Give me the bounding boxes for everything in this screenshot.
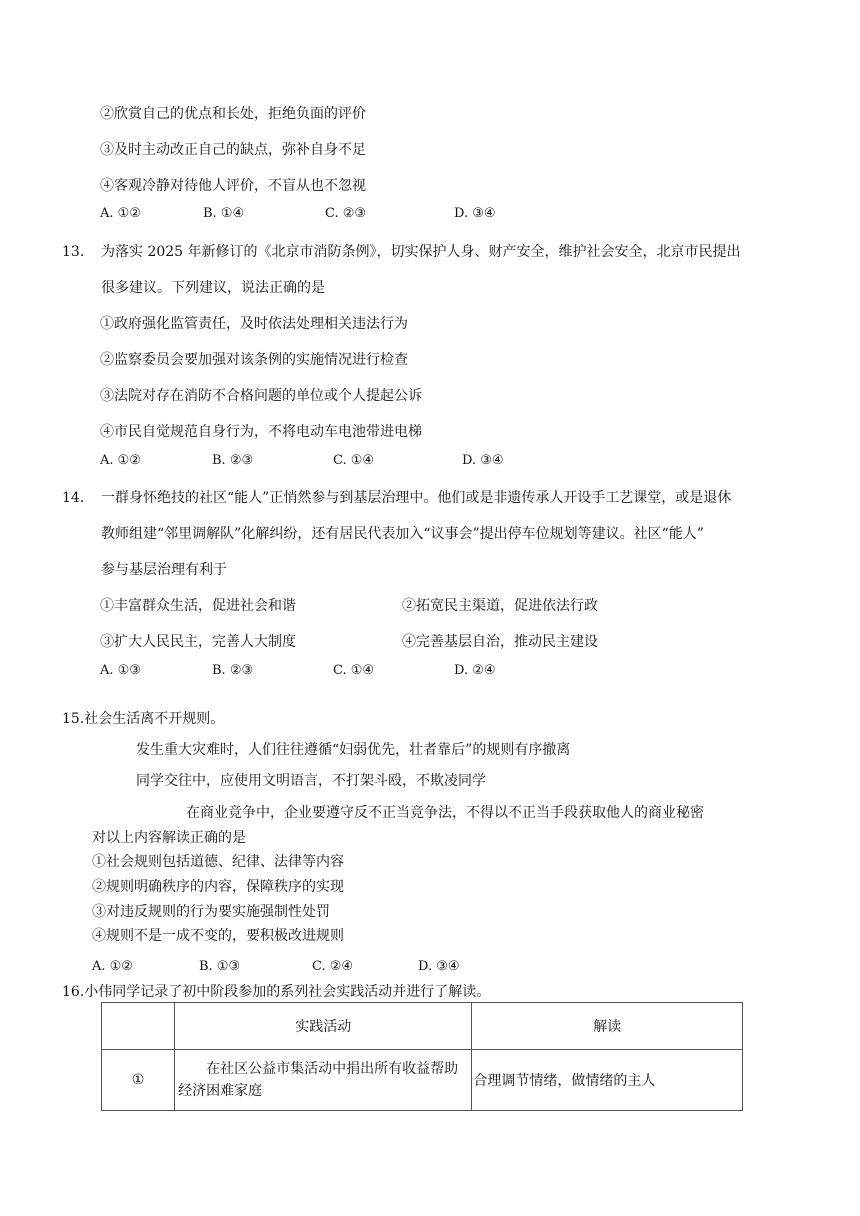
q12-option-c: C. ②③: [325, 206, 367, 221]
q13-stem-line1: 为落实 2025 年新修订的《北京市消防条例》，切实保护人身、财产安全，维护社会安全，北京市民提出: [101, 244, 741, 260]
q14-item-1: ①丰富群众生活，促进社会和谐: [100, 598, 296, 614]
q15-prompt: 对以上内容解读正确的是: [92, 830, 246, 846]
practice-table: [101, 1002, 743, 1111]
q13-item-2: ②监察委员会要加强对该条例的实施情况进行检查: [100, 352, 408, 368]
table-header-blank: [102, 1003, 175, 1050]
table-row-number: ①: [102, 1050, 175, 1111]
q15-example-1: 发生重大灾难时，人们往往遵循“妇弱优先，壮者靠后”的规则有序撤离: [136, 742, 571, 758]
table-header-explanation: 解读: [472, 1003, 743, 1050]
q15-stem: 15.社会生活离不开规则。: [62, 711, 225, 727]
table-header-activity: 实践活动: [175, 1003, 472, 1050]
q13-item-1: ①政府强化监管责任，及时依法处理相关违法行为: [100, 316, 408, 332]
q15-item-3: ③对违反规则的行为要实施强制性处罚: [92, 904, 330, 920]
q14-item-4: ④完善基层自治，推动民主建设: [402, 634, 598, 650]
q15-option-c: C. ②④: [312, 959, 354, 974]
q12-item-4: ④客观冷静对待他人评价，不盲从也不忽视: [100, 178, 366, 194]
q13-item-3: ③法院对存在消防不合格问题的单位或个人提起公诉: [100, 388, 422, 404]
q15-example-2: 同学交往中，应使用文明语言，不打架斗殴，不欺凌同学: [136, 773, 486, 789]
q15-option-d: D. ③④: [418, 959, 460, 974]
q13-item-4: ④市民自觉规范自身行为，不将电动车电池带进电梯: [100, 424, 422, 440]
q14-item-2: ②拓宽民主渠道，促进依法行政: [402, 598, 598, 614]
q15-item-1: ①社会规则包括道德、纪律、法律等内容: [92, 854, 344, 870]
q13-number: 13.: [62, 244, 85, 260]
q14-item-3: ③扩大人民民主，完善人大制度: [100, 634, 296, 650]
q14-option-a: A. ①③: [100, 663, 141, 678]
q14-stem-line1: 一群身怀绝技的社区“能人”正悄然参与到基层治理中。他们或是非遗传承人开设手工艺课堂，或是退休: [101, 490, 732, 506]
q13-option-d: D. ③④: [462, 453, 504, 468]
q15-item-4: ④规则不是一成不变的，要积极改进规则: [92, 928, 344, 944]
q13-option-c: C. ①④: [333, 453, 375, 468]
q12-item-3: ③及时主动改正自己的缺点，弥补自身不足: [100, 142, 366, 158]
q13-stem-line2: 很多建议。下列建议，说法正确的是: [101, 280, 325, 296]
q13-option-a: A. ①②: [100, 453, 141, 468]
q12-option-a: A. ①②: [100, 206, 141, 221]
q14-stem-line2: 教师组建“邻里调解队”化解纠纷，还有居民代表加入“议事会”提出停车位规划等建议。社区“能人”: [101, 526, 704, 542]
q14-option-d: D. ②④: [454, 663, 496, 678]
q12-item-2: ②欣赏自己的优点和长处，拒绝负面的评价: [100, 106, 366, 122]
q15-example-3: 在商业竞争中，企业要遵守反不正当竞争法，不得以不正当手段获取他人的商业秘密: [186, 805, 704, 821]
q14-option-b: B. ②③: [212, 663, 254, 678]
q14-option-c: C. ①④: [333, 663, 375, 678]
q16-stem: 16.小伟同学记录了初中阶段参加的系列社会实践活动并进行了解读。: [62, 984, 491, 1000]
q12-option-b: B. ①④: [203, 206, 245, 221]
q14-number: 14.: [62, 490, 85, 506]
q14-stem-line3: 参与基层治理有利于: [101, 562, 227, 578]
q15-option-b: B. ①③: [199, 959, 241, 974]
q13-option-b: B. ②③: [212, 453, 254, 468]
table-row-activity: [175, 1050, 472, 1111]
q12-option-d: D. ③④: [454, 206, 496, 221]
activity-text: 在社区公益市集活动中捐出所有收益帮助经济困难家庭: [178, 1061, 459, 1099]
q15-option-a: A. ①②: [92, 959, 133, 974]
table-header-row: [102, 1003, 743, 1050]
table-row-explanation: 合理调节情绪，做情绪的主人: [472, 1050, 743, 1111]
table-row: [102, 1050, 743, 1111]
q15-item-2: ②规则明确秩序的内容，保障秩序的实现: [92, 879, 344, 895]
